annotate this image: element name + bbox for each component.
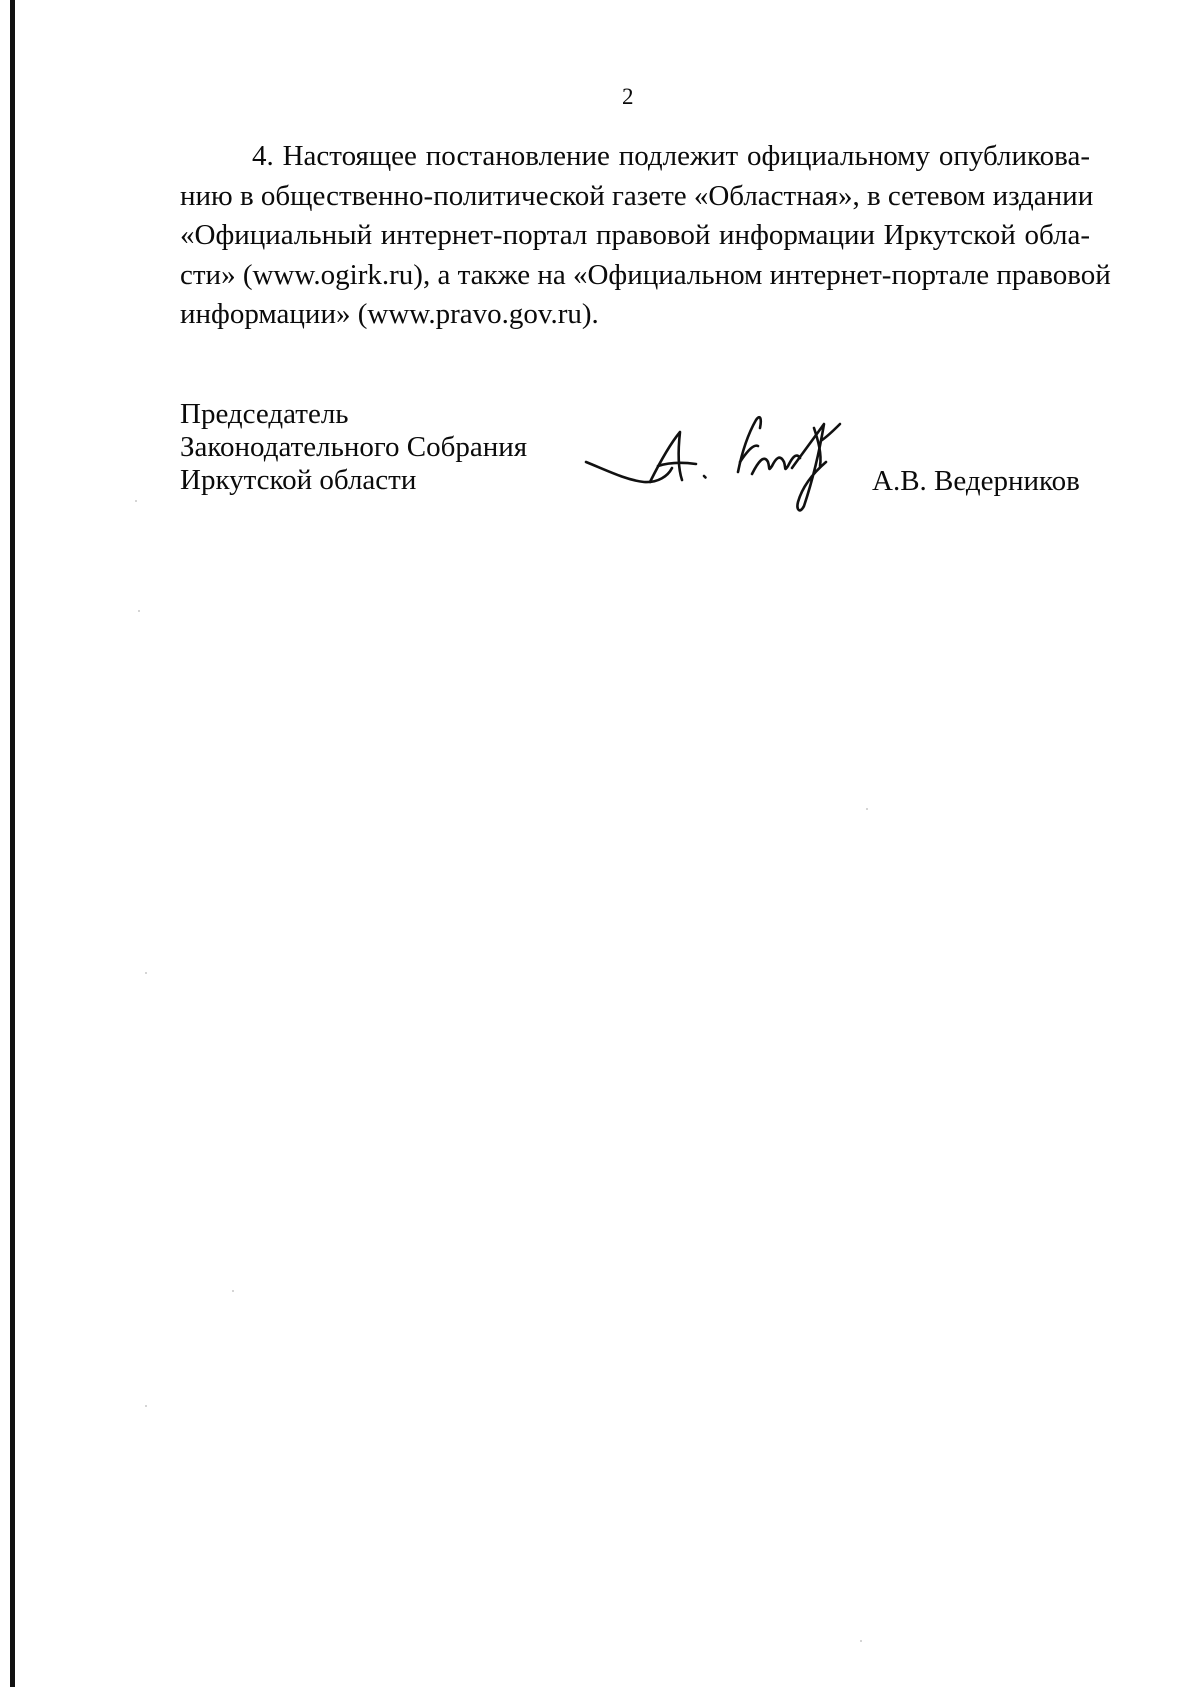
clause-line: информации» (www.pravo.gov.ru). xyxy=(180,298,599,330)
position-line: Законодательного Собрания xyxy=(180,431,528,463)
scan-speck xyxy=(145,1405,147,1407)
clause-line: сти» (www.ogirk.ru), а также на «Официальном интернет-портале правовой xyxy=(180,258,1111,291)
scan-speck xyxy=(860,1640,862,1642)
clause-line: 4. Настоящее постановление подлежит официальному опубликова- xyxy=(252,140,1090,172)
signature-icon xyxy=(578,410,858,520)
scan-speck xyxy=(138,610,140,612)
signatory-position xyxy=(180,398,527,497)
position-line: Председатель xyxy=(180,398,349,430)
page-number: 2 xyxy=(622,84,634,109)
scan-speck xyxy=(135,500,137,502)
position-line: Иркутской области xyxy=(180,464,417,496)
clause-4-paragraph xyxy=(180,137,1111,335)
clause-line: «Официальный интернет-портал правовой информации Иркутской обла- xyxy=(180,219,1090,251)
scan-speck xyxy=(232,1290,234,1292)
clause-line: нию в общественно-политической газете «Областная», в сетевом издании xyxy=(180,179,1094,212)
scan-speck xyxy=(866,808,868,810)
scan-speck xyxy=(145,972,147,974)
signer-name: А.В. Ведерников xyxy=(872,465,1080,497)
scan-edge xyxy=(10,0,15,1687)
